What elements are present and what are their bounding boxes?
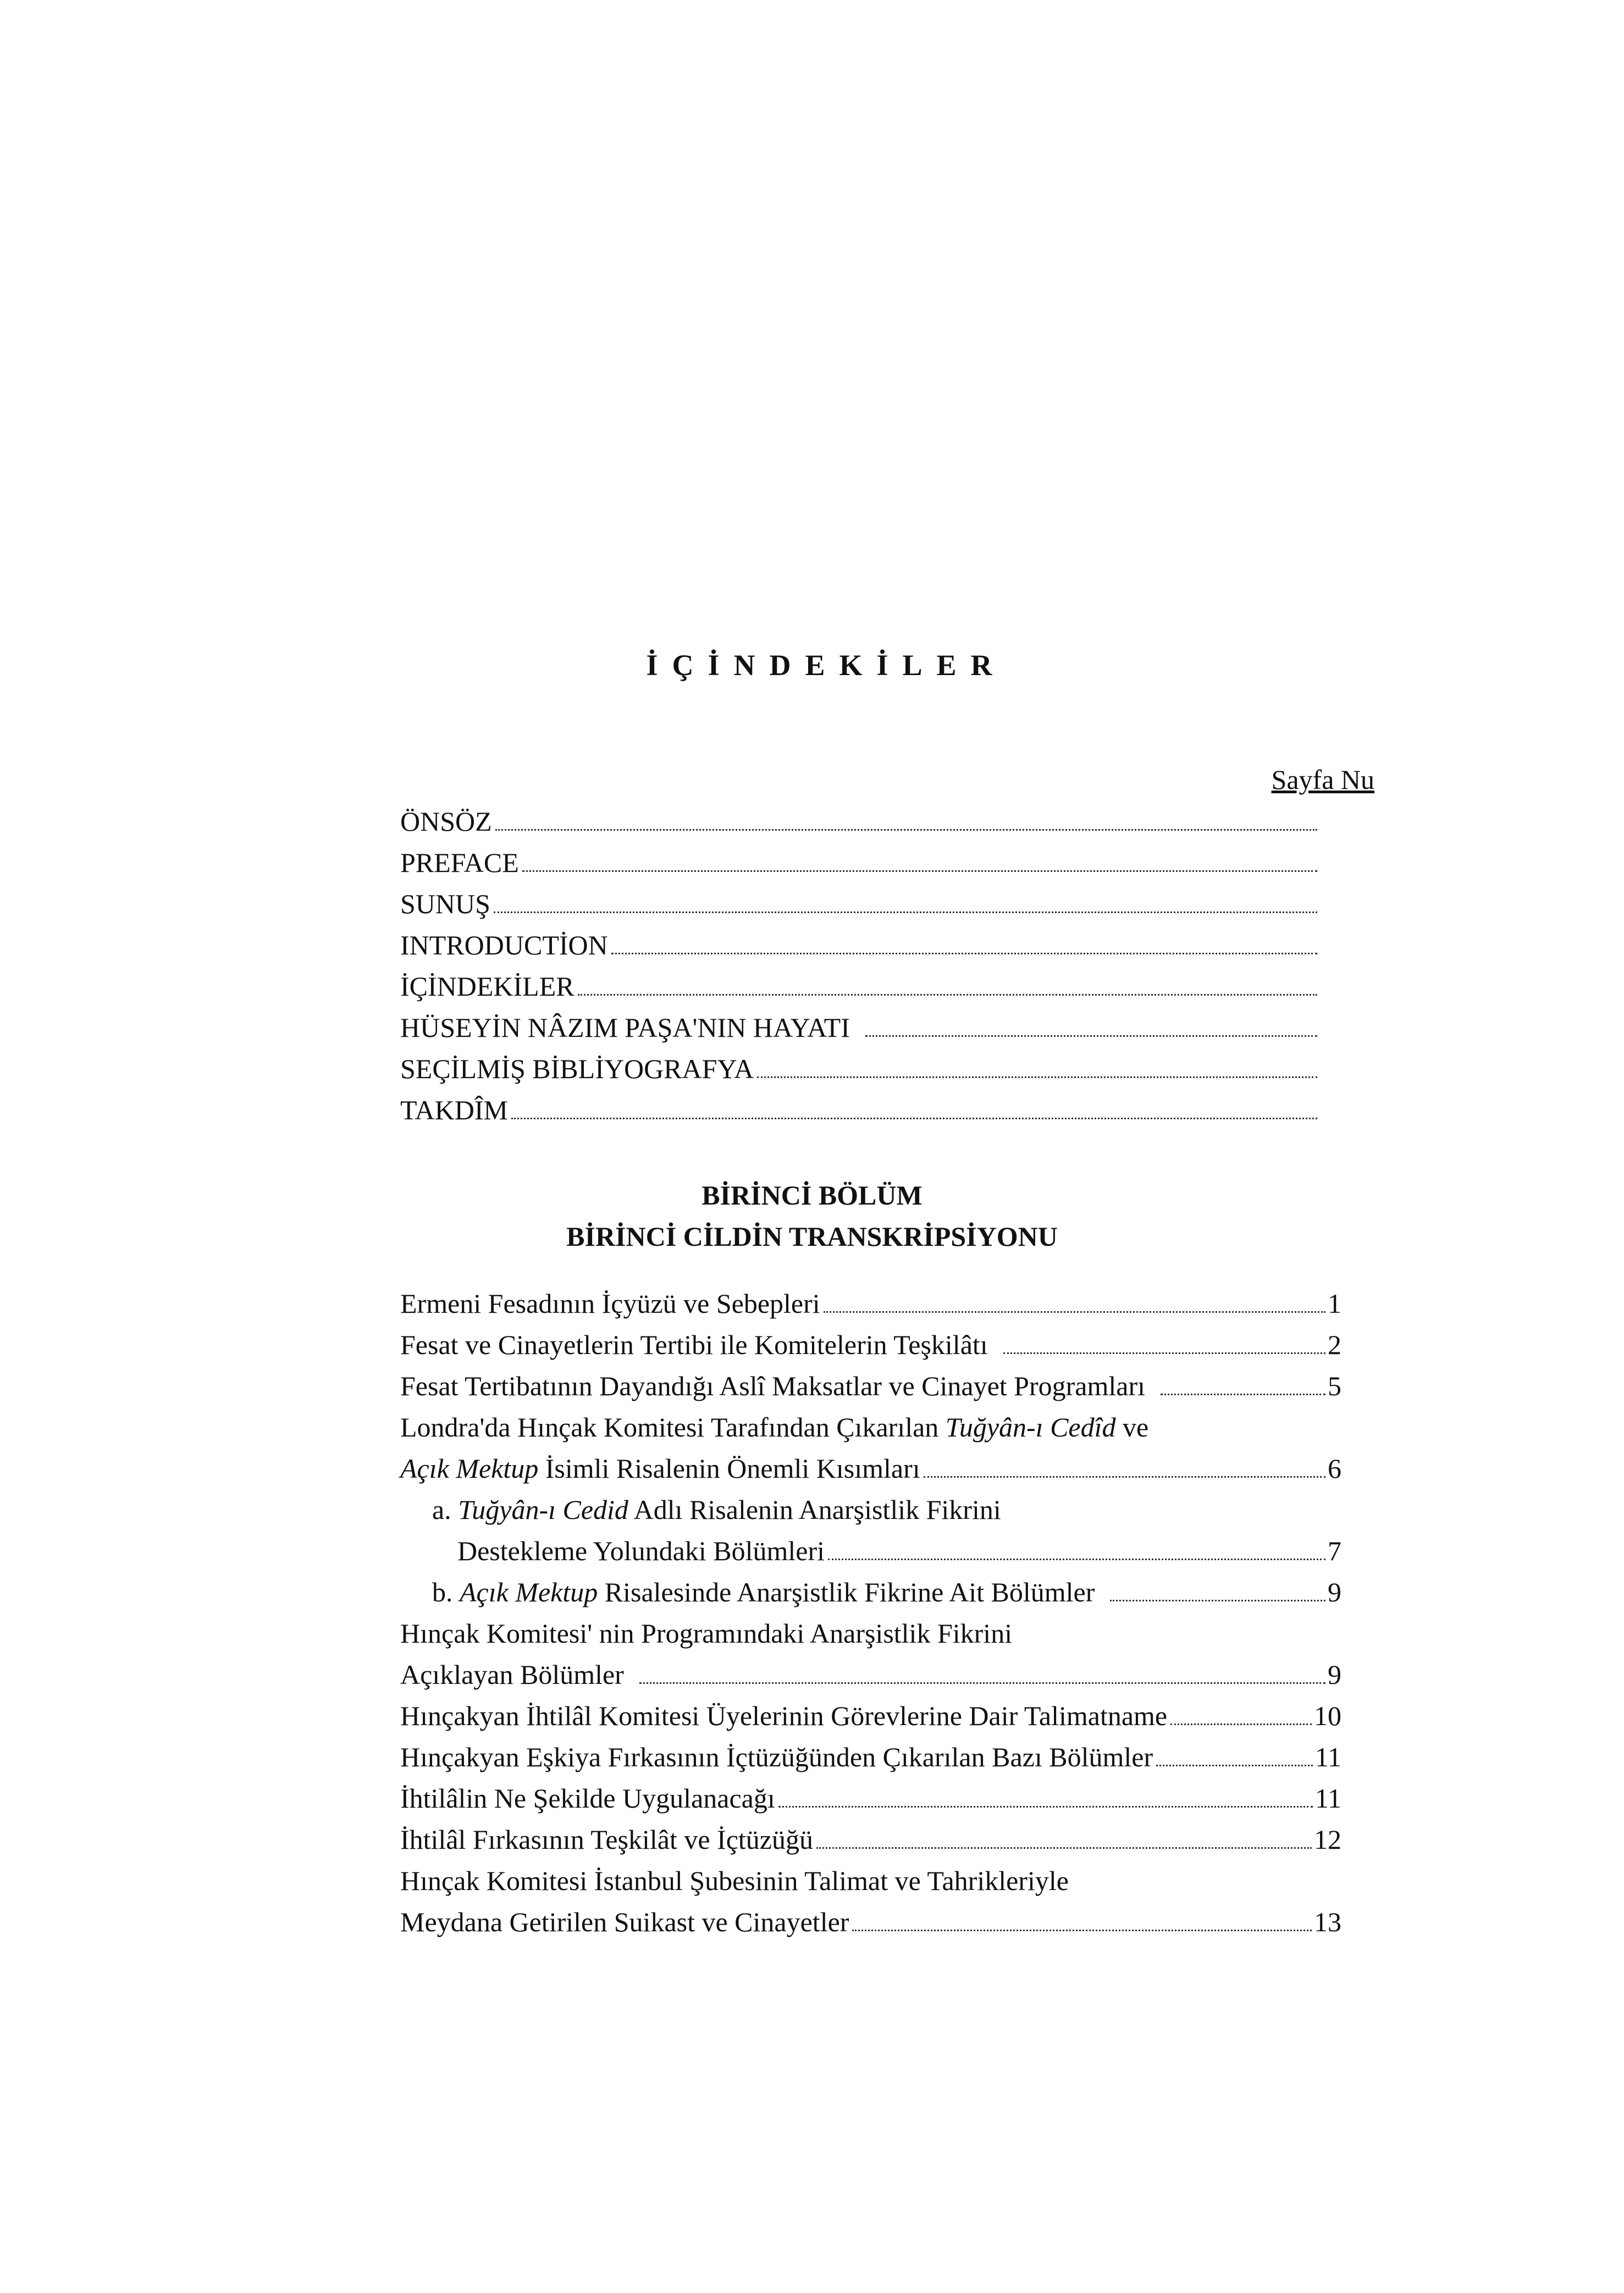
dot-leader [816, 1847, 1312, 1849]
toc-entry-sunus[interactable] [400, 886, 1319, 921]
toc-subentry-a-line2[interactable] [457, 1533, 1341, 1568]
toc-entry-fesat-tertibati[interactable] [400, 1368, 1341, 1404]
toc-entry-page: 5 [1328, 1371, 1341, 1401]
toc-entry-page: 6 [1328, 1453, 1341, 1484]
dot-leader [1110, 1600, 1325, 1601]
toc-entry-label: İhtilâlin Ne Şekilde Uygulanacağı [400, 1783, 775, 1814]
toc-entry-label: PREFACE [400, 847, 519, 878]
toc-entry-talimatname[interactable] [400, 1698, 1341, 1733]
dot-leader [865, 1035, 1317, 1037]
toc-entry-page: 9 [1328, 1659, 1341, 1690]
dot-leader [778, 1806, 1313, 1808]
toc-entry-label: ÖNSÖZ [400, 806, 492, 837]
dot-leader [757, 1076, 1317, 1078]
dot-leader [1161, 1394, 1325, 1395]
toc-entry-label: Meydana Getirilen Suikast ve Cinayetler [400, 1907, 849, 1937]
toc-entry-label: Fesat Tertibatının Dayandığı Aslî Maksatlar ve Cinayet Programları [400, 1371, 1146, 1401]
toc-entry-ihtilal-teskilat[interactable] [400, 1822, 1341, 1857]
toc-entry-page: 2 [1328, 1329, 1341, 1360]
toc-entry-page: 11 [1314, 1783, 1341, 1814]
text-segment: İsimli Risalenin Önemli Kısımları [538, 1453, 920, 1484]
text-segment: Adlı Risalenin Anarşistlik Fikrini [628, 1494, 1001, 1525]
toc-subentry-a-line1[interactable] [432, 1492, 1001, 1527]
toc-entry-icindekiler[interactable] [400, 969, 1319, 1004]
page-number-column-label: Sayfa Nu [1271, 764, 1374, 795]
toc-entry-page: 12 [1314, 1824, 1341, 1855]
toc-entry-page: 10 [1314, 1700, 1341, 1731]
text-segment: Londra'da Hınçak Komitesi Tarafından Çıkarılan [400, 1412, 946, 1443]
text-segment: ve [1115, 1412, 1149, 1443]
toc-entry-label: INTRODUCTİON [400, 930, 608, 960]
toc-subentry-b[interactable] [432, 1574, 1341, 1610]
section-heading-part: BİRİNCİ BÖLÜM [701, 1180, 923, 1211]
dot-leader [494, 911, 1317, 913]
toc-entry-label: Açıklayan Bölümler [400, 1659, 624, 1690]
toc-entry-ictuzuk-bolumler[interactable] [400, 1739, 1341, 1775]
toc-entry-londra-line1[interactable] [400, 1410, 1148, 1445]
toc-entry-label: Hınçakyan Eşkiya Fırkasının İçtüzüğünden Çıkarılan Bazı Bölümler [400, 1742, 1153, 1772]
dot-leader [578, 994, 1317, 996]
toc-entry-program-line2[interactable] [400, 1657, 1341, 1692]
toc-entry-label: Destekleme Yolundaki Bölümleri [457, 1535, 825, 1566]
toc-entry-label: Ermeni Fesadının İçyüzü ve Sebepleri [400, 1288, 820, 1319]
page-title: İÇİNDEKİLER [646, 649, 1007, 682]
text-segment: Risalesinde Anarşistlik Fikrine Ait Bölümler [598, 1577, 1095, 1607]
text-segment: b. [432, 1577, 460, 1607]
toc-entry-program-line1[interactable]: Hınçak Komitesi' nin Programındaki Anarşistlik Fikrini [400, 1618, 1013, 1649]
toc-entry-label: SEÇİLMİŞ BİBLİYOGRAFYA [400, 1053, 754, 1084]
toc-entry-introduction[interactable] [400, 927, 1319, 963]
italic-title: Tuğyân-ı Cedîd [945, 1412, 1116, 1443]
toc-entry-bibliyografya[interactable] [400, 1051, 1319, 1086]
section-heading-title: BİRİNCİ CİLDİN TRANSKRİPSİYONU [566, 1221, 1058, 1252]
dot-leader [1170, 1723, 1312, 1725]
toc-entry-label [432, 1574, 1095, 1610]
dot-leader [1003, 1352, 1325, 1354]
toc-entry-istanbul-subesi-line1[interactable]: Hınçak Komitesi İstanbul Şubesinin Talimat ve Tahrikleriyle [400, 1865, 1069, 1896]
italic-title: Açık Mektup [460, 1577, 598, 1607]
toc-entry-page: 11 [1314, 1742, 1341, 1772]
text-segment: a. [432, 1494, 459, 1525]
dot-leader [852, 1930, 1312, 1931]
dot-leader [495, 829, 1317, 831]
dot-leader [639, 1682, 1325, 1684]
toc-entry-label [400, 1451, 920, 1486]
toc-entry-ermeni-fesadi[interactable] [400, 1286, 1341, 1321]
toc-entry-page: 9 [1328, 1577, 1341, 1607]
dot-leader [611, 953, 1317, 954]
toc-entry-onsoz[interactable] [400, 804, 1319, 839]
toc-entry-istanbul-subesi-line2[interactable] [400, 1904, 1341, 1940]
toc-entry-hayati[interactable] [400, 1010, 1319, 1045]
toc-entry-label: HÜSEYİN NÂZIM PAŞA'NIN HAYATI [400, 1012, 850, 1043]
toc-entry-ihtilal-uygulama[interactable] [400, 1781, 1341, 1816]
italic-title: Açık Mektup [400, 1453, 539, 1484]
toc-entry-page: 13 [1314, 1907, 1341, 1937]
italic-title: Tuğyân-ı Cedid [458, 1494, 628, 1525]
toc-entry-page: 1 [1328, 1288, 1341, 1319]
dot-leader [1156, 1765, 1313, 1766]
toc-entry-label: İÇİNDEKİLER [400, 971, 575, 1002]
toc-entry-label: Hınçakyan İhtilâl Komitesi Üyelerinin Görevlerine Dair Talimatname [400, 1700, 1168, 1731]
dot-leader [522, 870, 1317, 872]
toc-entry-label: TAKDÎM [400, 1095, 508, 1125]
toc-entry-preface[interactable] [400, 845, 1319, 880]
toc-entry-londra-line2[interactable] [400, 1451, 1341, 1486]
dot-leader [828, 1559, 1325, 1560]
toc-entry-label: Fesat ve Cinayetlerin Tertibi ile Komitelerin Teşkilâtı [400, 1329, 988, 1360]
toc-entry-label: İhtilâl Fırkasının Teşkilât ve İçtüzüğü [400, 1824, 813, 1855]
toc-entry-fesat-ve-cinayetler[interactable] [400, 1327, 1341, 1362]
toc-entry-page: 7 [1328, 1535, 1341, 1566]
toc-entry-label: SUNUŞ [400, 888, 490, 919]
toc-entry-takdim[interactable] [400, 1092, 1319, 1128]
dot-leader [924, 1476, 1325, 1478]
dot-leader [824, 1311, 1325, 1313]
dot-leader [511, 1118, 1317, 1119]
